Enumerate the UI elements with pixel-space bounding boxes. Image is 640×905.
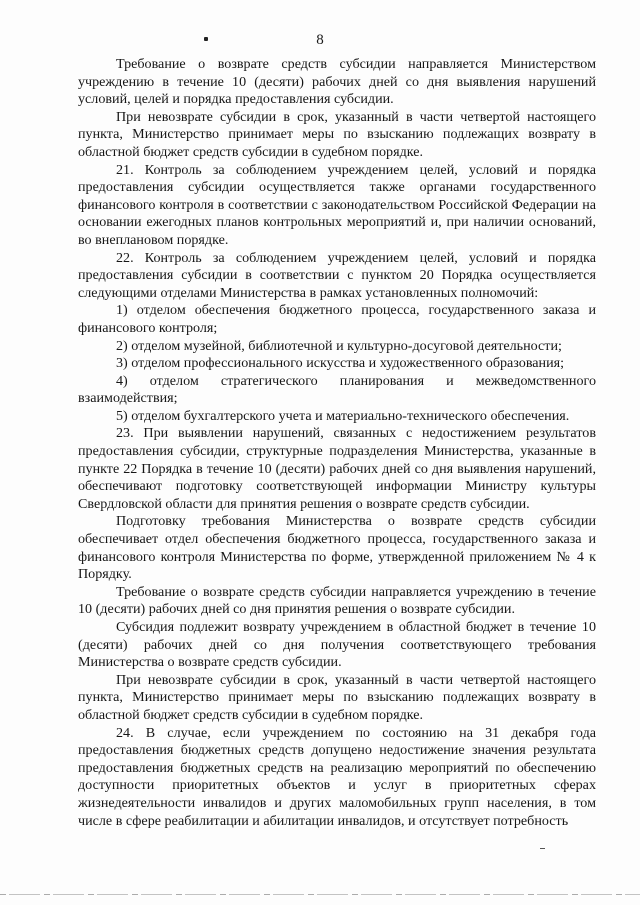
scan-artifact-mark (540, 848, 545, 849)
scan-bottom-line (0, 894, 640, 895)
list-item-department-1: 1) отделом обеспечения бюджетного процесса, государственного заказа и финансового контроля; (78, 302, 596, 336)
paragraph-demand-preparation: Подготовку требования Министерства о возврате средств субсидии обеспечивает отдел обеспечения бюджетного процесса, государственного заказа и финансового контроля Министерства по форме, утвержденной приложением № 4 к Порядку. (78, 513, 596, 583)
list-item-department-5: 5) отделом бухгалтерского учета и материально-технического обеспечения. (116, 407, 570, 424)
list-item-department-4: 4) отделом стратегического планирования и межведомственного взаимодействия; (78, 372, 596, 407)
paragraph-demand-return-1: Требование о возврате средств субсидии направляется Министерством учреждению в течение 10 (десяти) рабочих дней со дня выявления нарушений условий, целей и порядка предоставления субсидии. (78, 56, 596, 108)
paragraph-return-obligation: Субсидия подлежит возврату учреждением в областной бюджет в течение 10 (десяти) рабочих дней со дня получения соответствующего требования Министерства о возврате средств субсидии. (78, 619, 596, 671)
paragraph-clause-21: 21. Контроль за соблюдением учреждением целей, условий и порядка предоставления субсидии осуществляется также органами государственного финансового контроля в соответствии с законодательством Российской Федерации на основании ежегодных планов контрольных мероприятий и, при наличии оснований, во внеплановом порядке. (78, 161, 596, 248)
paragraph-clause-22: 22. Контроль за соблюдением учреждением целей, условий и порядка предоставления субсидии в соответствии с пунктом 20 Порядка осуществляется следующими отделами Министерства в рамках установленных полномочий: (78, 249, 596, 301)
paragraph-non-return-2: При невозврате субсидии в срок, указанный в части четвертой настоящего пункта, Министерство принимает меры по взысканию подлежащих возврату в областной бюджет средств субсидии в судебном порядке. (78, 671, 596, 723)
list-item-department-3: 3) отделом профессионального искусства и художественного образования; (116, 355, 565, 372)
paragraph-demand-return-2: Требование о возврате средств субсидии направляется учреждению в течение 10 (десяти) рабочих дней со дня принятия решения о возврате субсидии. (78, 583, 596, 618)
paragraph-non-return-1: При невозврате субсидии в срок, указанный в части четвертой настоящего пункта, Министерство принимает меры по взысканию подлежащих возврату в областной бюджет средств субсидии в судебном порядке. (78, 108, 596, 160)
paragraph-clause-23: 23. При выявлении нарушений, связанных с недостижением результатов предоставления субсидии, структурные подразделения Министерства, указанные в пункте 22 Порядка в течение 10 (десяти) рабочих дней со дня выявления нарушений, обеспечивают подготовку соответствующей информации Министру культуры Свердловской области для принятия решения о возврате средств субсидии. (78, 425, 596, 512)
paragraph-clause-24: 24. В случае, если учреждением по состоянию на 31 декабря года предоставления бюджетных средств допущено недостижение значения результата предоставления бюджетных средств на реализацию мероприятий по обеспечению доступности приоритетных объектов и услуг в приоритетных сферах жизнедеятельности инвалидов и других маломобильных групп населения, в том числе в сфере реабилитации и абилитации инвалидов, и отсутствует потребность (78, 724, 596, 829)
document-body (78, 56, 596, 830)
list-item-department-2: 2) отделом музейной, библиотечной и культурно-досуговой деятельности; (116, 337, 562, 354)
page-number: 8 (316, 32, 324, 48)
